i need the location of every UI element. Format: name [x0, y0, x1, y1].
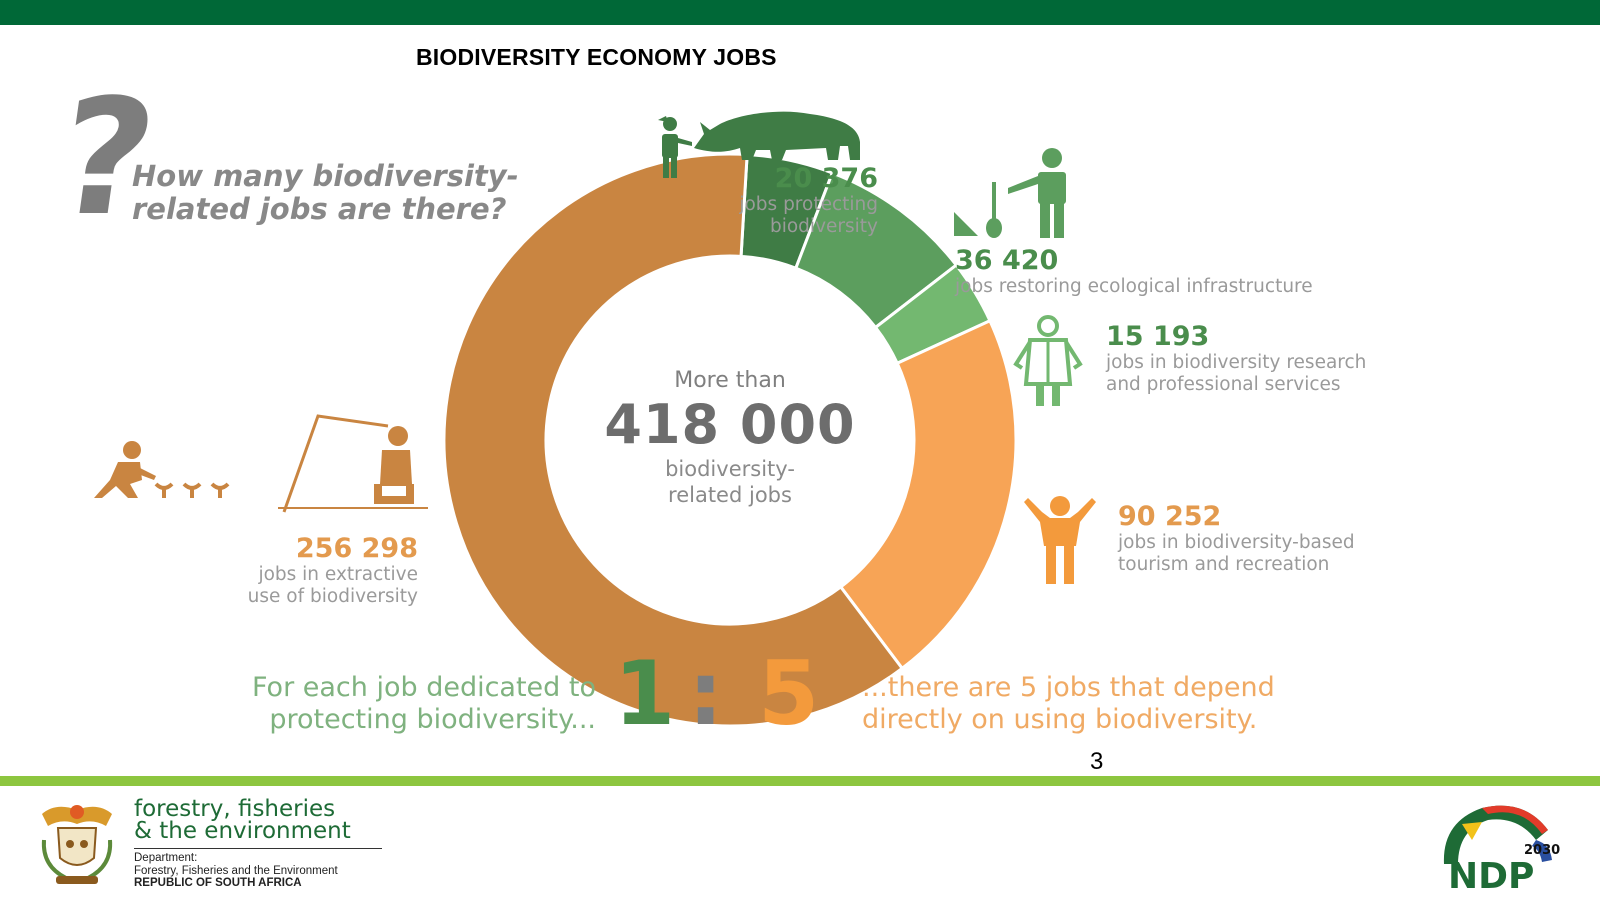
- coat-of-arms-logo: [36, 800, 118, 886]
- planting-person-icon: [92, 440, 242, 510]
- stat-protecting-desc-2: biodiversity: [769, 216, 878, 237]
- dept-sub-1: Department:: [134, 852, 198, 864]
- ndp-year: 2030: [1524, 843, 1561, 858]
- stat-extractive: [170, 534, 418, 608]
- ratio-left-2: protecting biodiversity...: [269, 704, 596, 735]
- stat-protecting-desc-1: jobs protecting: [739, 194, 878, 215]
- ratio-one: 1: [614, 642, 676, 745]
- question-text: How many biodiversity-related jobs are there?: [132, 159, 519, 226]
- gardener-shovel-icon: [950, 144, 1086, 240]
- rhino-icon: [690, 108, 866, 162]
- dept-sub-2: Forestry, Fisheries and the Environment: [134, 864, 338, 877]
- ndp-text: NDP: [1448, 856, 1535, 897]
- center-label: [560, 368, 900, 508]
- ratio-five: 5: [758, 642, 820, 745]
- dept-line-2: & the environment: [134, 818, 351, 844]
- center-post-2: related jobs: [668, 483, 792, 507]
- center-post-1: biodiversity-: [665, 457, 795, 481]
- stat-research-desc-1: jobs in biodiversity research: [1106, 352, 1367, 373]
- dept-line-1: forestry, fisheries: [134, 796, 336, 822]
- fisherman-icon: [278, 412, 428, 516]
- stat-protecting-value: 20 376: [774, 163, 878, 194]
- stat-restoring: [955, 246, 1475, 298]
- department-name: [134, 798, 351, 842]
- ndp-logo: [1438, 800, 1561, 897]
- stat-tourism-value: 90 252: [1118, 501, 1222, 532]
- stat-extractive-desc-1: jobs in extractive: [258, 564, 418, 585]
- stat-research-desc-2: and professional services: [1106, 374, 1341, 395]
- slide-title: BIODIVERSITY ECONOMY JOBS: [416, 44, 777, 70]
- scientist-icon: [1010, 314, 1086, 406]
- page-number: 3: [1090, 748, 1104, 775]
- center-pre: More than: [674, 368, 786, 393]
- stat-tourism: [1118, 502, 1498, 576]
- tourist-icon: [1020, 494, 1100, 584]
- stat-restoring-value: 36 420: [955, 245, 1059, 276]
- stat-extractive-value: 256 298: [295, 533, 418, 564]
- dept-sub-3: REPUBLIC OF SOUTH AFRICA: [134, 877, 302, 889]
- ratio-colon: :: [688, 642, 724, 745]
- stat-tourism-desc-1: jobs in biodiversity-based: [1118, 532, 1355, 553]
- ratio-right-2: directly on using biodiversity.: [862, 704, 1258, 735]
- question-mark-icon: ?: [46, 64, 167, 251]
- stat-research: [1106, 322, 1486, 396]
- ratio-right-1: ...there are 5 jobs that depend: [862, 672, 1275, 703]
- department-divider: [134, 848, 382, 849]
- department-subtitle: [134, 852, 338, 890]
- stat-restoring-desc: jobs restoring ecological infrastructure: [955, 276, 1313, 297]
- footer-bar: [0, 776, 1600, 786]
- stat-research-value: 15 193: [1106, 321, 1210, 352]
- ratio-left-text: [118, 672, 596, 736]
- center-total: 418 000: [604, 393, 856, 456]
- stat-extractive-desc-2: use of biodiversity: [247, 586, 418, 607]
- stat-tourism-desc-2: tourism and recreation: [1118, 554, 1330, 575]
- ratio-right-text: [862, 672, 1422, 736]
- ratio-left-1: For each job dedicated to: [251, 672, 596, 703]
